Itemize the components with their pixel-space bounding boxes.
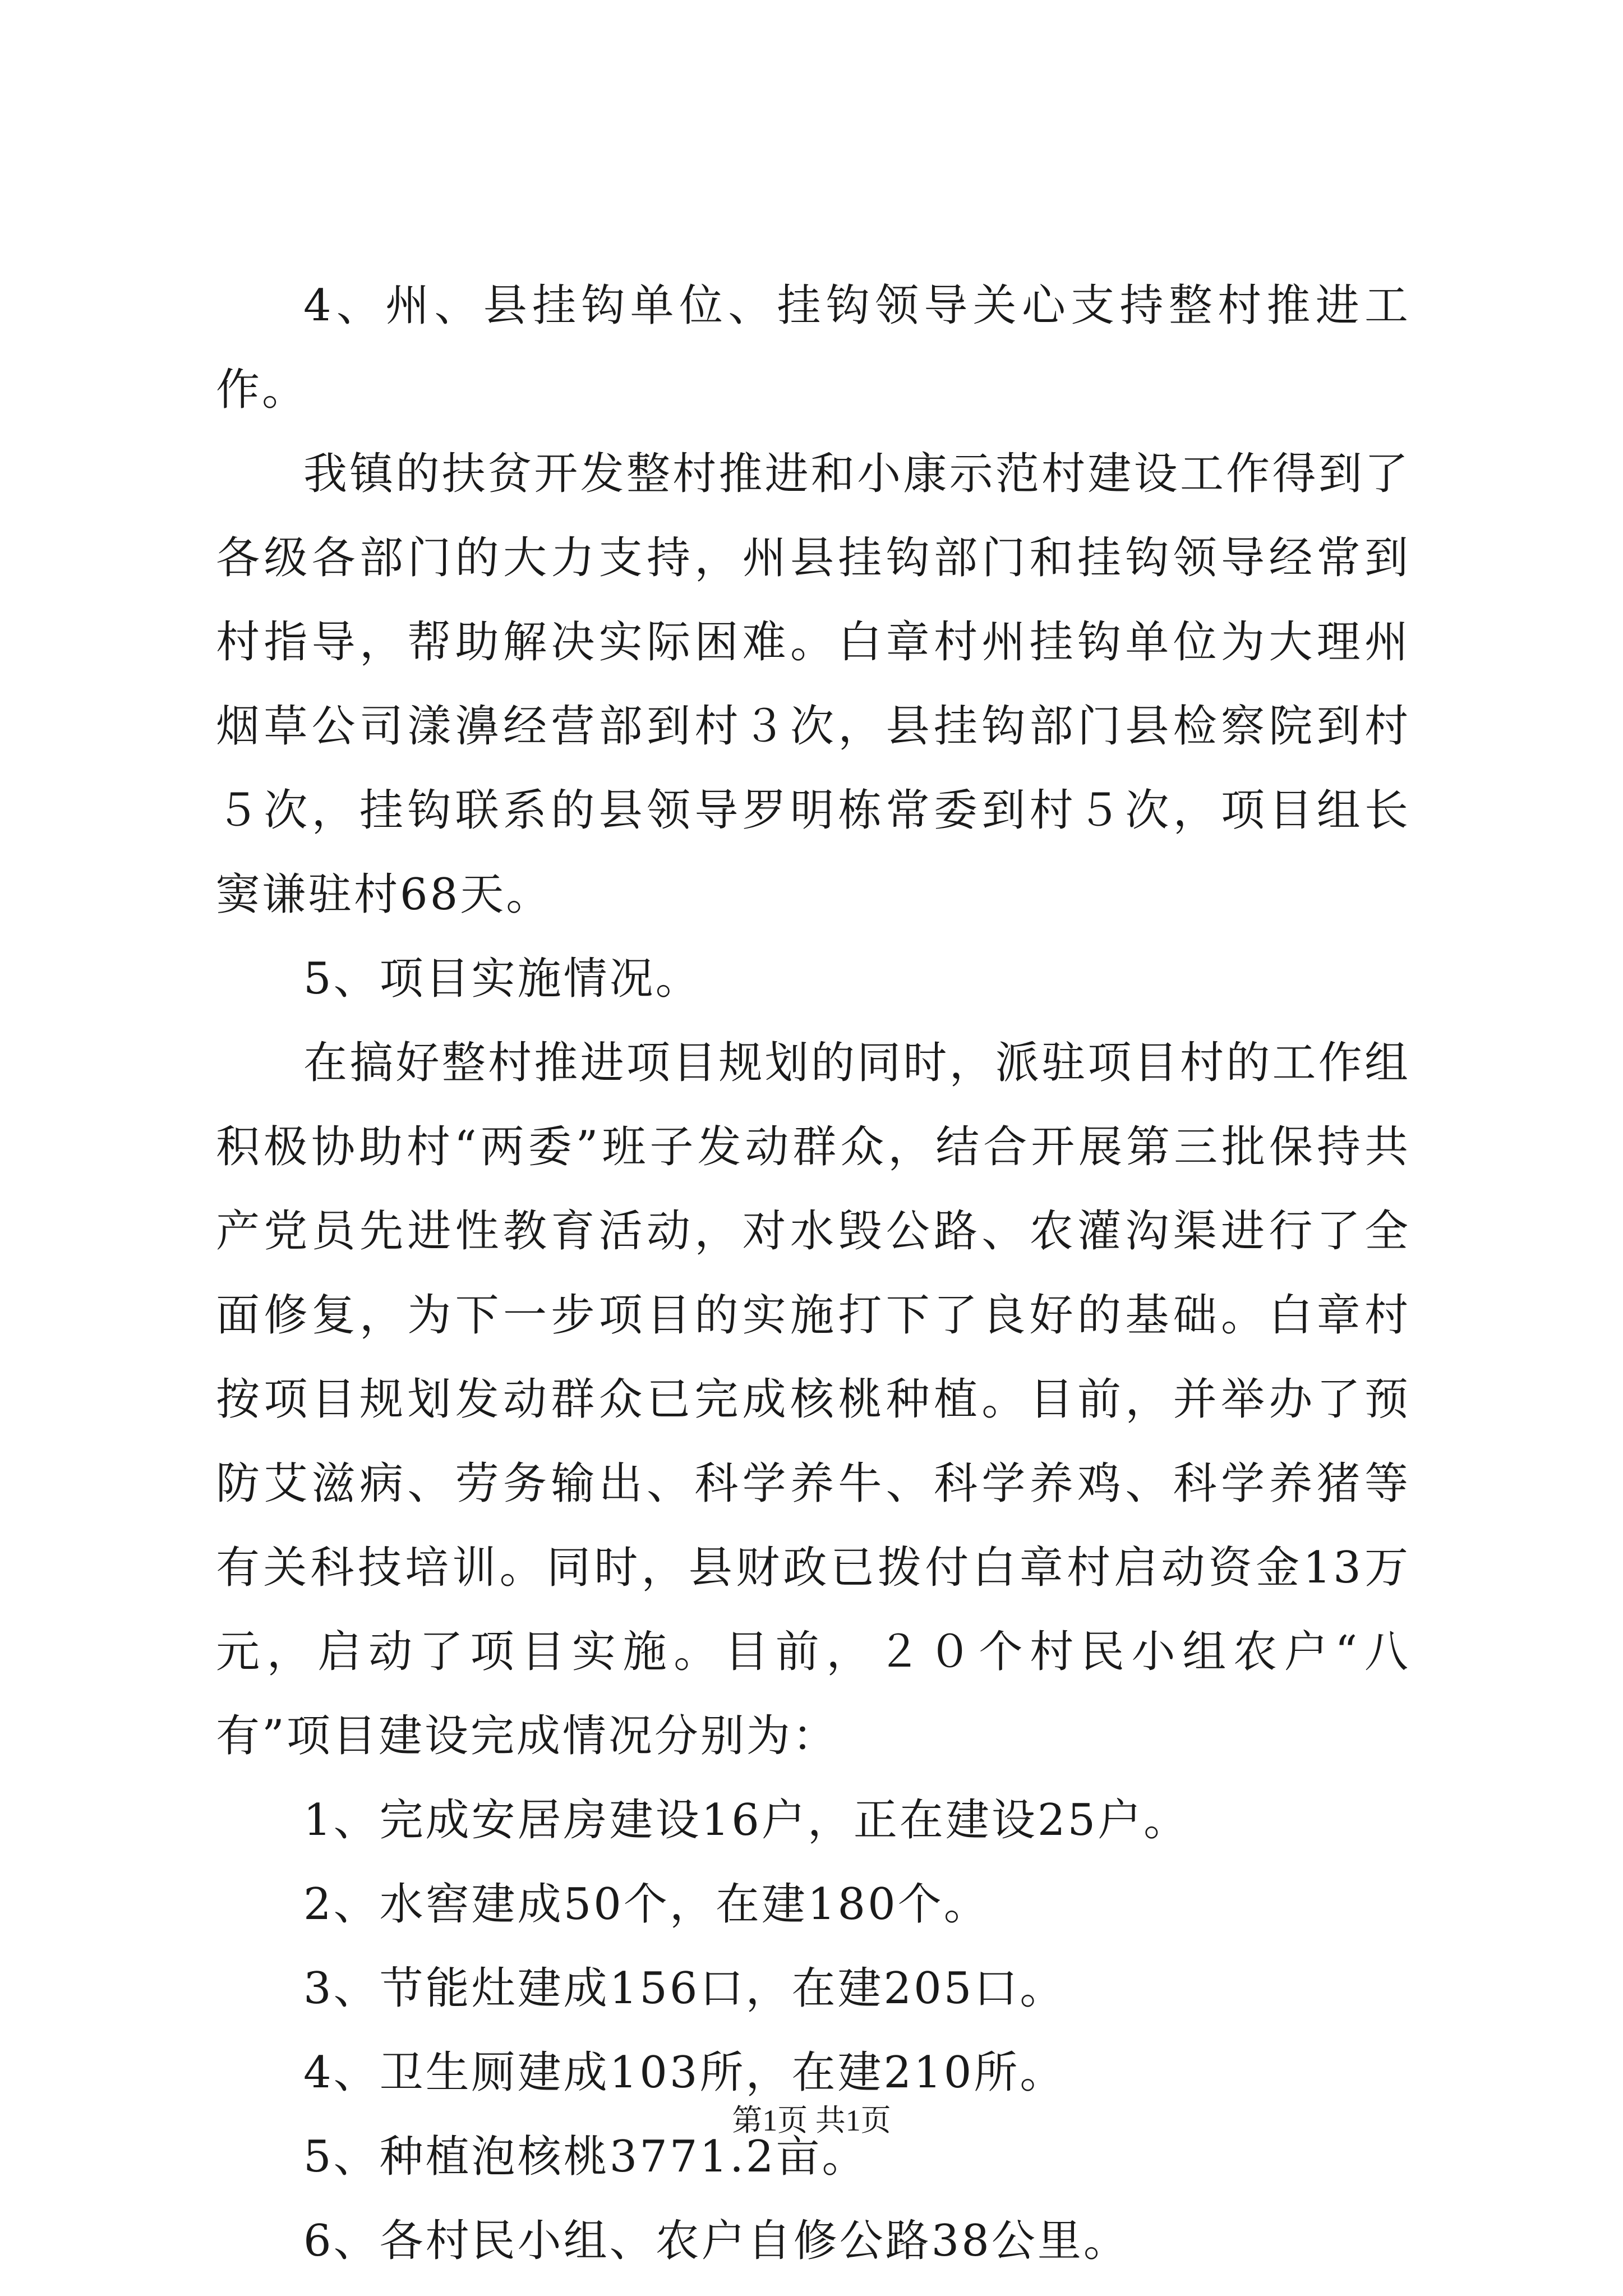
list-item-water-cellars: 2、水窖建成50个，在建180个。 [303,1879,990,1930]
paragraph-support-details: 我镇的扶贫开发整村推进和小康示范村建设工作得到了各级各部门的大力支持，州县挂钩部门和挂钩领导经常到村指导，帮助解决实际困难。白章村州挂钩单位为大理州烟草公司漾濞经营部到村３次，县挂钩部门县检察院到村５次，挂钩联系的县领导罗明栋常委到村５次，项目组长窦谦驻村68天。 [216,449,1410,920]
page-number-footer: 第1页 共1页 [732,2104,891,2137]
list-item-walnuts: 5、种植泡核桃3771.2亩。 [303,2132,868,2182]
document-body [216,264,1410,2283]
paragraph-section-5-heading: 5、项目实施情况。 [303,954,702,1004]
paragraph-implementation-details: 在搞好整村推进项目规划的同时，派驻项目村的工作组积极协助村“两委”班子发动群众，结合开展第三批保持共产党员先进性教育活动，对水毁公路、农灌沟渠进行了全面修复，为下一步项目的实施打下了良好的基础。白章村按项目规划发动群众已完成核桃种植。目前，并举办了预防艾滋病、劳务输出、科学养牛、科学养鸡、科学养猪等有关科技培训。同时，县财政已拨付白章村启动资金13万元，启动了项目实施。目前，２０个村民小组农户“八有”项目建设完成情况分别为： [216,1038,1410,1761]
list-item-stoves: 3、节能灶建成156口，在建205口。 [303,1963,1066,2014]
paragraph-section-4-heading: 4、州、县挂钩单位、挂钩领导关心支持整村推进工作。 [216,280,1410,415]
list-item-toilets: 4、卫生厕建成103所，在建210所。 [303,2047,1066,2098]
list-item-roads: 6、各村民小组、农户自修公路38公里。 [303,2216,1129,2266]
list-item-housing: 1、完成安居房建设16户，正在建设25户。 [303,1795,1190,1846]
